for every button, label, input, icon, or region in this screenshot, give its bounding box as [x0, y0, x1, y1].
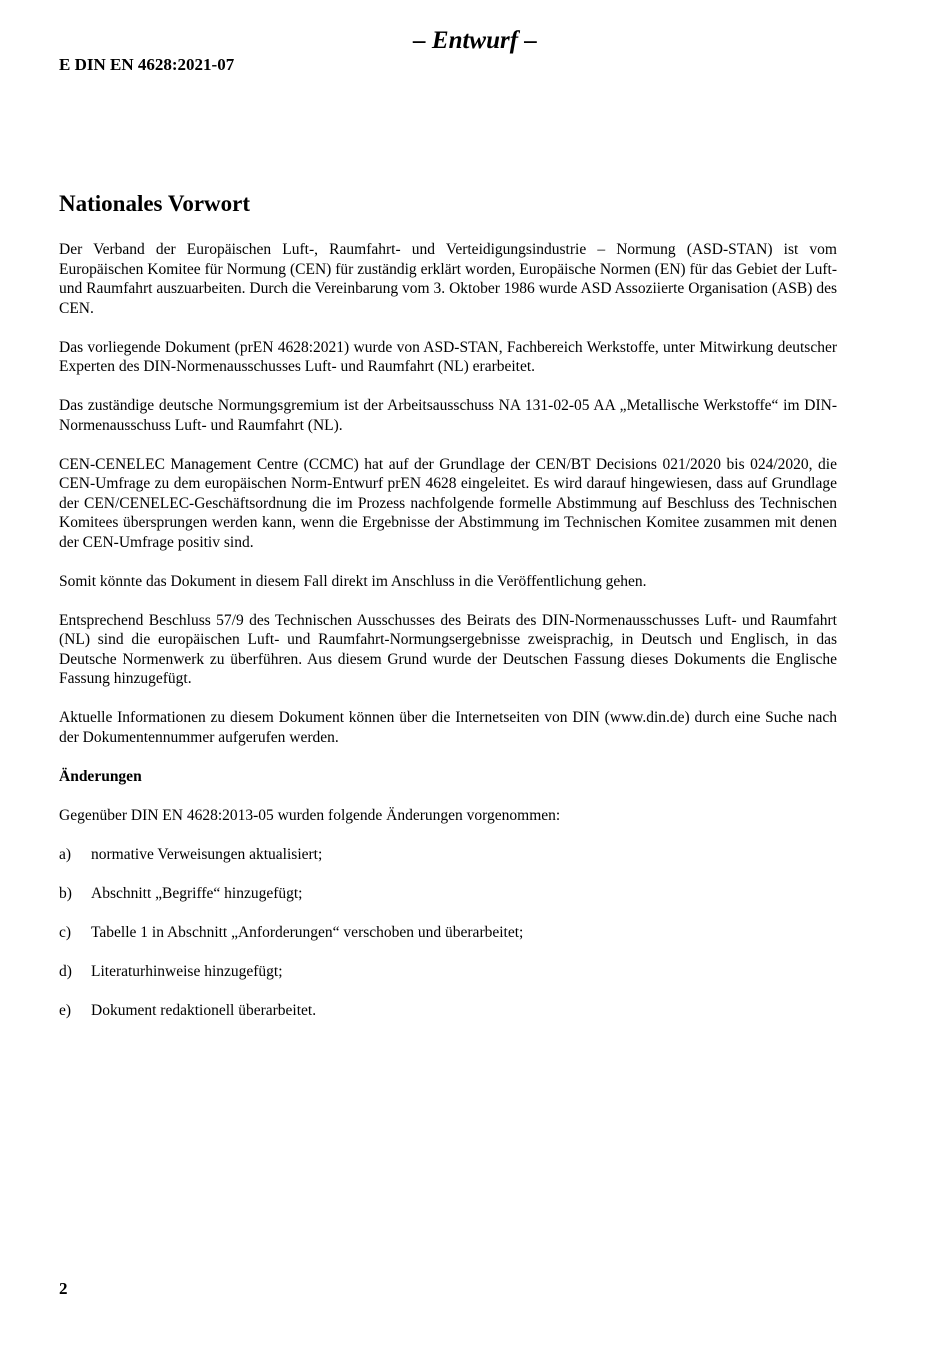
- changes-intro: Gegenüber DIN EN 4628:2013-05 wurden folgende Änderungen vorgenommen:: [59, 806, 561, 824]
- list-marker: e): [59, 1001, 72, 1019]
- foreword-paragraph: Somit könnte das Dokument in diesem Fall direkt im Anschluss in die Veröffentlichung gehen.: [59, 572, 647, 590]
- list-item-text: Literaturhinweise hinzugefügt;: [91, 962, 283, 980]
- list-item-text: Tabelle 1 in Abschnitt „Anforderungen“ verschoben und überarbeitet;: [91, 923, 524, 941]
- foreword-paragraph: Der Verband der Europäischen Luft-, Raumfahrt- und Verteidigungsindustrie – Normung (ASD-STAN) ist vom Europäischen Komitee für Normung (CEN) für zuständig erklärt worden, Europäische Normen (EN) für das Gebiet der Luft- und Raumfahrt auszuarbeiten. Durch die Vereinbarung vom 3. Oktober 1986 wurde ASD Assoziierte Organisation (ASB) des CEN.: [59, 241, 837, 317]
- page-title: Nationales Vorwort: [59, 191, 251, 216]
- changes-list: [59, 845, 837, 1021]
- foreword-paragraph: Das zuständige deutsche Normungsgremium ist der Arbeitsausschuss NA 131-02-05 AA „Metallische Werkstoffe“ im DIN-Normenausschuss Luft- und Raumfahrt (NL).: [59, 397, 837, 434]
- foreword-paragraph: Entsprechend Beschluss 57/9 des Technischen Ausschusses des Beirats des DIN-Normenausschusses Luft- und Raumfahrt (NL) sind die europäischen Luft- und Raumfahrt-Normungsergebnisse zweisprachig, in Deutsch und Englisch, in das Deutsche Normenwerk zu überführen. Aus diesem Grund wurde der Deutschen Fassung dieses Dokuments die Englische Fassung hinzugefügt.: [59, 611, 837, 687]
- list-item: [59, 923, 837, 943]
- foreword-paragraph: Aktuelle Informationen zu diesem Dokument können über die Internetseiten von DIN (www.din.de) durch eine Suche nach der Dokumentennummer aufgerufen werden.: [59, 709, 837, 746]
- foreword-paragraph: Das vorliegende Dokument (prEN 4628:2021) wurde von ASD-STAN, Fachbereich Werkstoffe, unter Mitwirkung deutscher Experten des DIN-Normenausschusses Luft- und Raumfahrt (NL) erarbeitet.: [59, 338, 837, 375]
- draft-watermark-label: – Entwurf –: [413, 27, 537, 54]
- foreword-paragraph: CEN-CENELEC Management Centre (CCMC) hat auf der Grundlage der CEN/BT Decisions 021/2020 bis 024/2020, die CEN-Umfrage zu dem europäischen Norm-Entwurf prEN 4628 eingeleitet. Es wird darauf hingewiesen, dass auf Grundlage der CEN/CENELEC-Geschäftsordnung die im Prozess nachfolgende formelle Abstimmung auf Beschluss des Technischen Komitees übersprungen werden kann, wenn die Ergebnisse der Abstimmung im Technischen Komitee zusammen mit denen der CEN-Umfrage positiv sind.: [59, 455, 837, 551]
- page-number: 2: [59, 1279, 68, 1298]
- list-item: [59, 962, 837, 982]
- list-item-text: Abschnitt „Begriffe“ hinzugefügt;: [91, 884, 303, 902]
- list-item: [59, 1001, 837, 1021]
- list-item-text: normative Verweisungen aktualisiert;: [91, 845, 323, 863]
- list-item: [59, 845, 837, 865]
- foreword-body: [59, 240, 837, 1040]
- list-item-text: Dokument redaktionell überarbeitet.: [91, 1001, 317, 1019]
- document-id: E DIN EN 4628:2021-07: [59, 55, 235, 74]
- changes-heading: Änderungen: [59, 767, 142, 785]
- list-marker: c): [59, 923, 72, 941]
- list-marker: a): [59, 845, 72, 863]
- list-marker: b): [59, 884, 72, 902]
- list-item: [59, 884, 837, 904]
- list-marker: d): [59, 962, 72, 980]
